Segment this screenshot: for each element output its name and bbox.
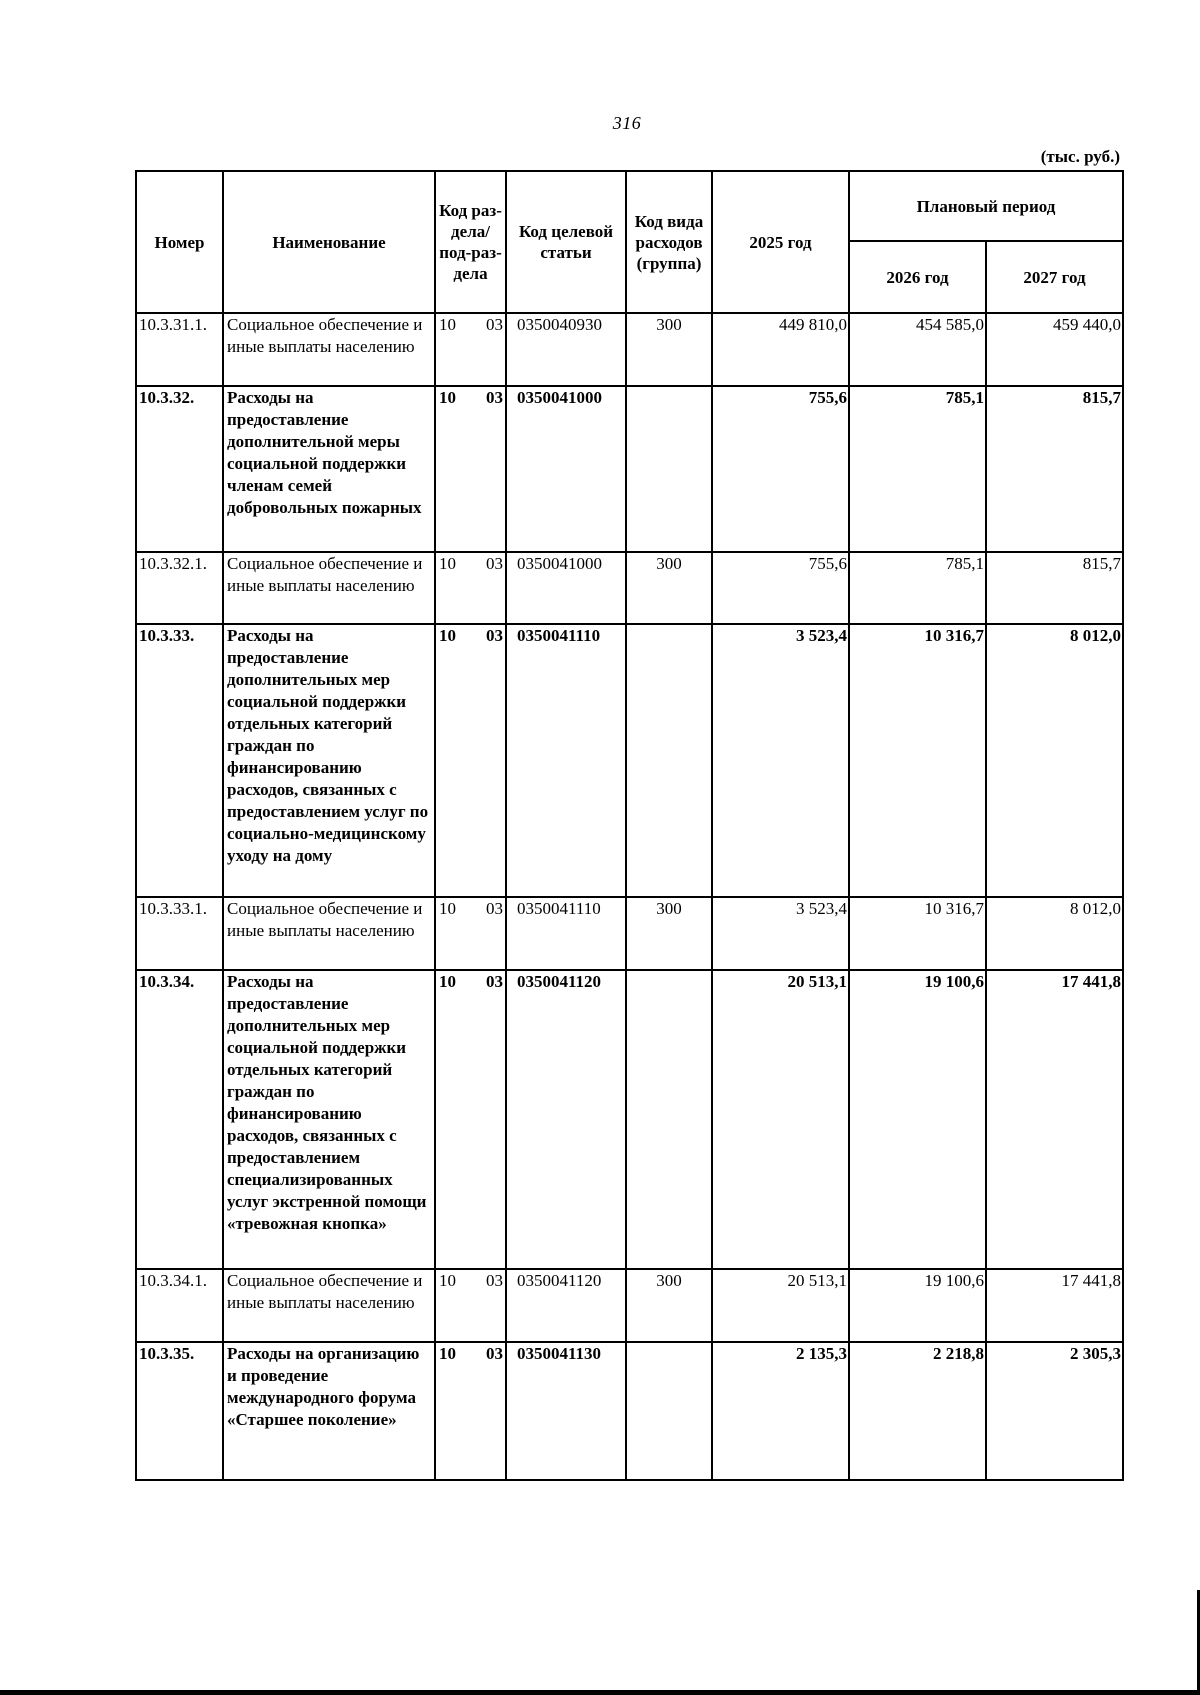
row-podrazdel: 03 — [486, 899, 503, 918]
row-expense-type: 300 — [626, 552, 712, 624]
table-row — [136, 313, 1123, 386]
row-section-code — [435, 624, 506, 897]
header-target-code: Код целевой статьи — [506, 171, 626, 313]
row-value-2027: 17 441,8 — [986, 970, 1123, 1269]
row-section-code — [435, 1342, 506, 1480]
row-target-code: 0350041130 — [506, 1342, 626, 1480]
units-label: (тыс. руб.) — [1040, 147, 1120, 166]
row-value-2026: 10 316,7 — [849, 897, 986, 970]
row-expense-type: 300 — [626, 1269, 712, 1342]
row-name: Социальное обеспечение и иные выплаты населению — [223, 552, 435, 624]
row-target-code: 0350041120 — [506, 970, 626, 1269]
row-value-2027: 8 012,0 — [986, 624, 1123, 897]
row-number: 10.3.34.1. — [136, 1269, 223, 1342]
header-year-2025: 2025 год — [712, 171, 849, 313]
row-target-code: 0350040930 — [506, 313, 626, 386]
row-value-2026: 785,1 — [849, 552, 986, 624]
row-value-2026: 785,1 — [849, 386, 986, 552]
row-target-code: 0350041110 — [506, 624, 626, 897]
row-name: Расходы на предоставление дополнительных мер социальной поддержки отдельных категорий граждан по финансированию расходов, связанных с предоставлением услуг по социально-медицинскому уходу на дому — [223, 624, 435, 897]
table-row — [136, 970, 1123, 1269]
header-expense-type: Код вида расходов (группа) — [626, 171, 712, 313]
row-name: Расходы на предоставление дополнительной меры социальной поддержки членам семей добровольных пожарных — [223, 386, 435, 552]
row-target-code: 0350041000 — [506, 386, 626, 552]
row-razdel: 10 — [439, 899, 456, 918]
row-razdel: 10 — [439, 554, 456, 573]
row-value-2027: 815,7 — [986, 552, 1123, 624]
row-value-2025: 755,6 — [712, 386, 849, 552]
row-expense-type — [626, 1342, 712, 1480]
row-expense-type: 300 — [626, 897, 712, 970]
row-number: 10.3.32.1. — [136, 552, 223, 624]
row-podrazdel: 03 — [486, 972, 503, 991]
row-value-2025: 2 135,3 — [712, 1342, 849, 1480]
row-razdel: 10 — [439, 315, 456, 334]
scan-bottom-edge — [0, 1690, 1200, 1695]
table-row — [136, 552, 1123, 624]
row-section-code — [435, 313, 506, 386]
page-number: 316 — [612, 113, 642, 133]
table-row — [136, 624, 1123, 897]
row-number: 10.3.32. — [136, 386, 223, 552]
row-section-code — [435, 970, 506, 1269]
table-row — [136, 897, 1123, 970]
row-value-2025: 20 513,1 — [712, 970, 849, 1269]
row-expense-type — [626, 970, 712, 1269]
row-value-2025: 3 523,4 — [712, 897, 849, 970]
row-expense-type — [626, 386, 712, 552]
row-name: Социальное обеспечение и иные выплаты населению — [223, 1269, 435, 1342]
row-value-2025: 755,6 — [712, 552, 849, 624]
row-expense-type: 300 — [626, 313, 712, 386]
header-number: Номер — [136, 171, 223, 313]
table-row — [136, 1342, 1123, 1480]
header-year-2026: 2026 год — [849, 241, 986, 313]
row-section-code — [435, 386, 506, 552]
row-section-code — [435, 897, 506, 970]
row-number: 10.3.33.1. — [136, 897, 223, 970]
row-target-code: 0350041120 — [506, 1269, 626, 1342]
row-name: Социальное обеспечение и иные выплаты населению — [223, 897, 435, 970]
row-value-2026: 454 585,0 — [849, 313, 986, 386]
table-row — [136, 386, 1123, 552]
row-section-code — [435, 552, 506, 624]
table-row — [136, 1269, 1123, 1342]
row-name: Социальное обеспечение и иные выплаты населению — [223, 313, 435, 386]
row-value-2025: 449 810,0 — [712, 313, 849, 386]
row-podrazdel: 03 — [486, 388, 503, 407]
row-podrazdel: 03 — [486, 626, 503, 645]
row-value-2027: 459 440,0 — [986, 313, 1123, 386]
row-podrazdel: 03 — [486, 554, 503, 573]
header-year-2027: 2027 год — [986, 241, 1123, 313]
row-value-2027: 815,7 — [986, 386, 1123, 552]
row-target-code: 0350041000 — [506, 552, 626, 624]
header-planned-period: Плановый период — [849, 171, 1123, 241]
row-podrazdel: 03 — [486, 315, 503, 334]
row-name: Расходы на организацию и проведение международного форума «Старшее поколение» — [223, 1342, 435, 1480]
row-number: 10.3.34. — [136, 970, 223, 1269]
row-value-2026: 19 100,6 — [849, 970, 986, 1269]
row-podrazdel: 03 — [486, 1271, 503, 1290]
row-value-2026: 19 100,6 — [849, 1269, 986, 1342]
row-value-2025: 3 523,4 — [712, 624, 849, 897]
row-value-2026: 2 218,8 — [849, 1342, 986, 1480]
row-value-2027: 8 012,0 — [986, 897, 1123, 970]
row-razdel: 10 — [439, 1271, 456, 1290]
row-target-code: 0350041110 — [506, 897, 626, 970]
row-razdel: 10 — [439, 626, 456, 645]
header-name: Наименование — [223, 171, 435, 313]
budget-table — [135, 170, 1124, 1481]
row-razdel: 10 — [439, 1344, 456, 1363]
row-value-2025: 20 513,1 — [712, 1269, 849, 1342]
row-expense-type — [626, 624, 712, 897]
row-number: 10.3.31.1. — [136, 313, 223, 386]
row-value-2026: 10 316,7 — [849, 624, 986, 897]
row-podrazdel: 03 — [486, 1344, 503, 1363]
row-razdel: 10 — [439, 972, 456, 991]
row-razdel: 10 — [439, 388, 456, 407]
row-section-code — [435, 1269, 506, 1342]
row-number: 10.3.35. — [136, 1342, 223, 1480]
header-section-code: Код раз-дела/ под-раз-дела — [435, 171, 506, 313]
row-number: 10.3.33. — [136, 624, 223, 897]
row-name: Расходы на предоставление дополнительных мер социальной поддержки отдельных категорий граждан по финансированию расходов, связанных с предоставлением специализированных услуг экстренной помощи «тревожная кнопка» — [223, 970, 435, 1269]
row-value-2027: 2 305,3 — [986, 1342, 1123, 1480]
row-value-2027: 17 441,8 — [986, 1269, 1123, 1342]
